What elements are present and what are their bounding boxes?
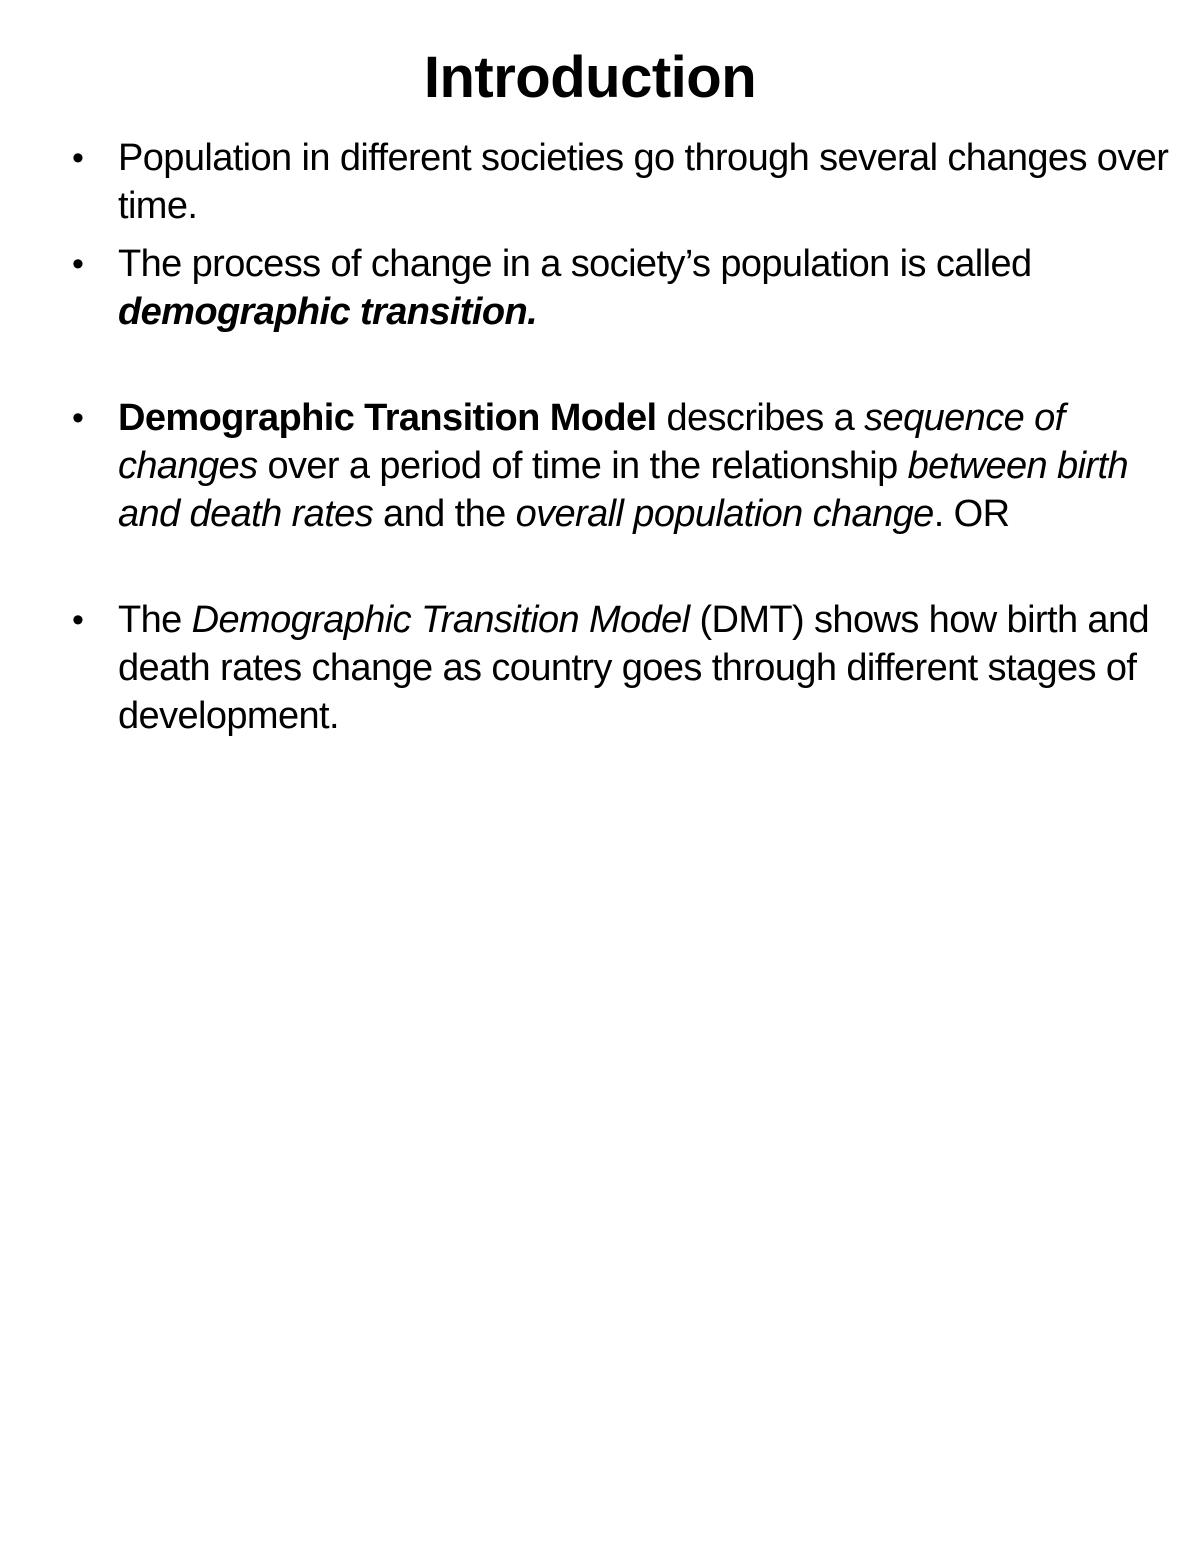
bullet-text: The bbox=[118, 599, 192, 641]
bullet-icon: • bbox=[72, 601, 84, 639]
bullet-text: Population in different societies go through several changes over time. bbox=[118, 137, 1169, 227]
bullet-text: describes a bbox=[656, 397, 865, 439]
bullet-italic: between birth and death rates bbox=[118, 445, 1128, 535]
bullet-icon: • bbox=[72, 399, 84, 437]
bullet-bold-lead: Demographic Transition Model bbox=[118, 397, 657, 439]
bullet-text: over a period of time in the relationship bbox=[257, 445, 908, 487]
bullet-item-1 bbox=[72, 134, 1172, 230]
bullet-italic: overall population change bbox=[515, 493, 934, 535]
bullet-icon: • bbox=[72, 139, 84, 177]
bullet-emphasis: demographic transition. bbox=[118, 291, 538, 333]
bullet-item-3 bbox=[72, 394, 1172, 538]
bullet-list bbox=[72, 134, 1172, 740]
bullet-text: . OR bbox=[933, 493, 1010, 535]
bullet-icon: • bbox=[72, 245, 84, 283]
bullet-text: The process of change in a society’s population is called bbox=[118, 243, 1032, 285]
bullet-italic: Demographic Transition Model bbox=[191, 599, 690, 641]
bullet-text: and the bbox=[373, 493, 516, 535]
bullet-item-2 bbox=[72, 240, 1172, 336]
bullet-text: (DMT) shows how birth and death rates change as country goes through different stages of development. bbox=[118, 599, 1150, 737]
bullet-item-4 bbox=[72, 596, 1172, 740]
slide-title: Introduction bbox=[423, 45, 757, 110]
bullet-italic: sequence of changes bbox=[118, 397, 1065, 487]
